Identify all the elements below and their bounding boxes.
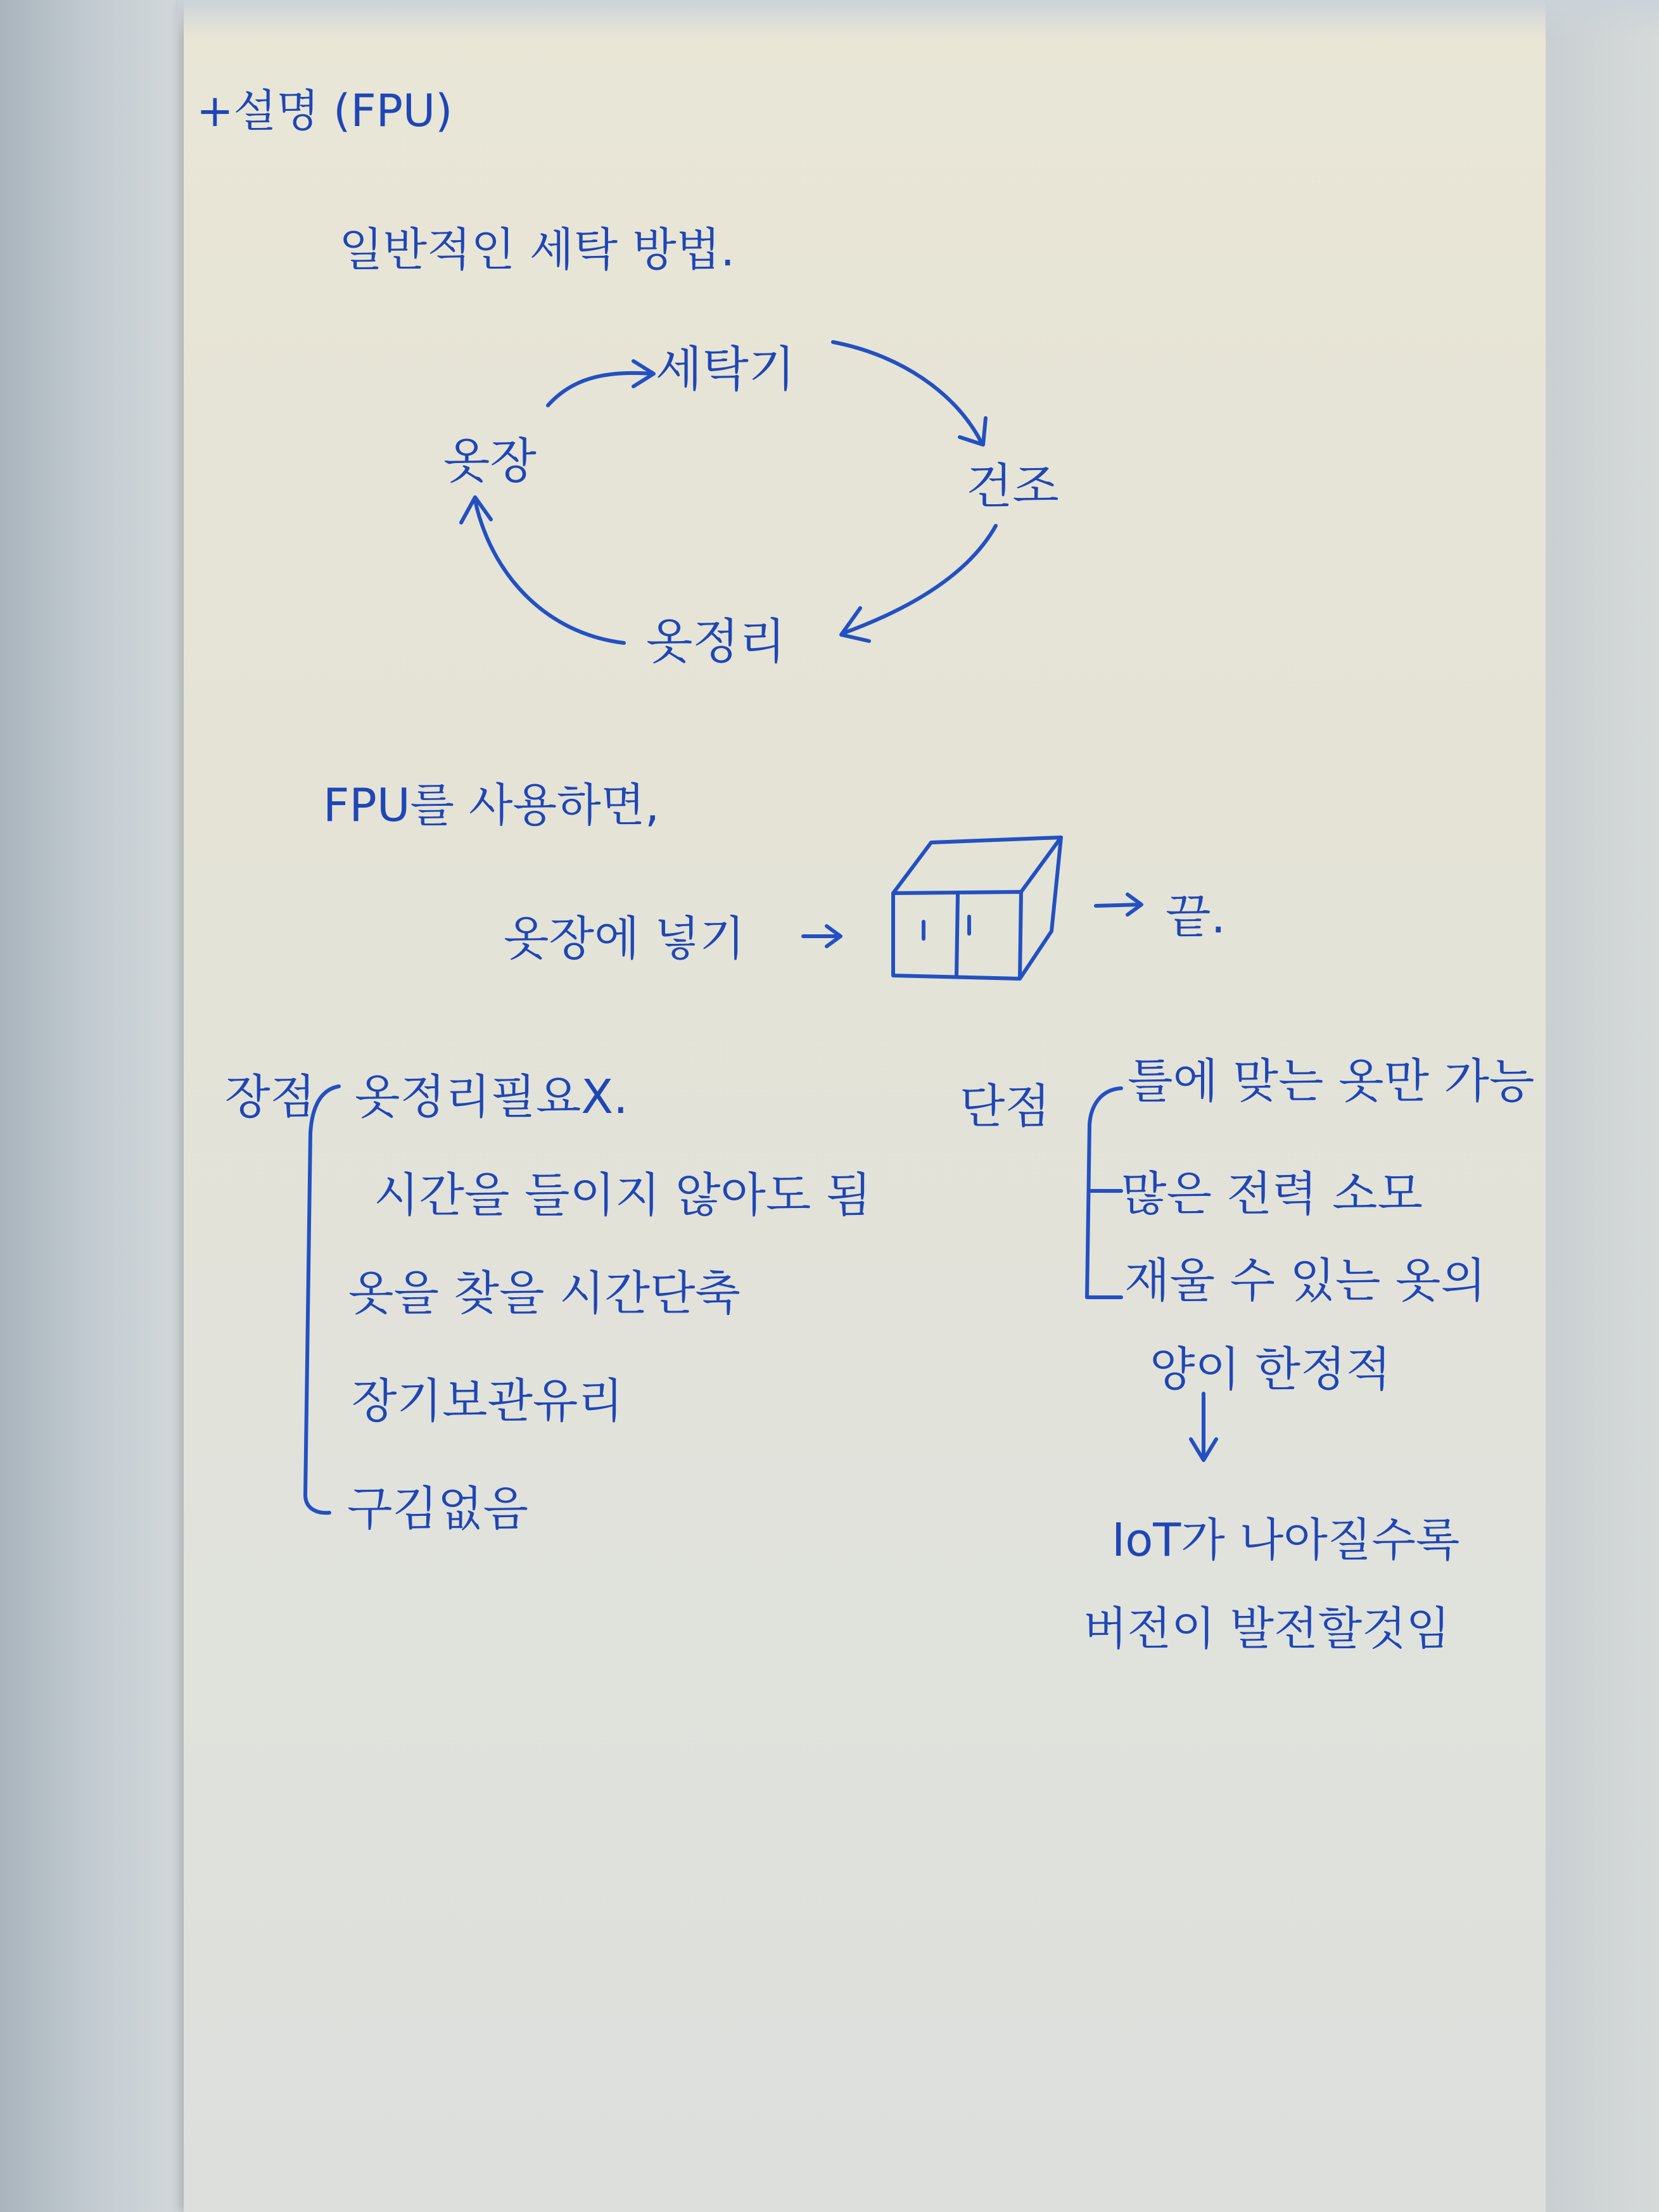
- fpu-usage-heading: FPU를 사용하면,: [323, 779, 660, 832]
- washing-method-heading: 일반적인 세탁 방법.: [339, 223, 735, 276]
- fpu-step-put-in: 옷장에 넣기: [504, 912, 745, 966]
- fpu-step-end: 끝.: [1166, 889, 1226, 944]
- iot-note-line-2: 버전이 발전할것임: [1083, 1602, 1451, 1655]
- pros-item: 구김없음: [347, 1482, 528, 1536]
- backing-page: [0, 0, 190, 2212]
- pros-item: 시간을 들이지 않아도 됨: [374, 1168, 872, 1223]
- cycle-node-washer: 세탁기: [656, 341, 796, 397]
- iot-note-line-1: IoT가 나아질수록: [1112, 1513, 1460, 1567]
- cons-label: 단점: [960, 1079, 1050, 1134]
- paper-top-shadow: [177, 0, 1659, 38]
- pros-item: 장기보관유리: [352, 1374, 623, 1428]
- page-title: +설명 (FPU): [196, 85, 453, 137]
- cycle-node-folding: 옷정리: [646, 613, 786, 670]
- pros-label: 장점: [225, 1070, 315, 1124]
- cycle-node-closet: 옷장: [443, 433, 537, 489]
- cons-item: 틀에 맞는 옷만 가능: [1128, 1054, 1535, 1109]
- pros-item: 옷정리필요X.: [355, 1070, 628, 1124]
- background-edge: [1546, 0, 1659, 2212]
- pros-item: 옷을 찾을 시간단축: [348, 1266, 741, 1321]
- cycle-node-dryer: 건조: [966, 458, 1059, 514]
- cons-item: 양이 한정적: [1150, 1342, 1391, 1397]
- cons-item: 많은 전력 소모: [1121, 1167, 1423, 1221]
- cons-item: 재울 수 있는 옷의: [1124, 1254, 1486, 1308]
